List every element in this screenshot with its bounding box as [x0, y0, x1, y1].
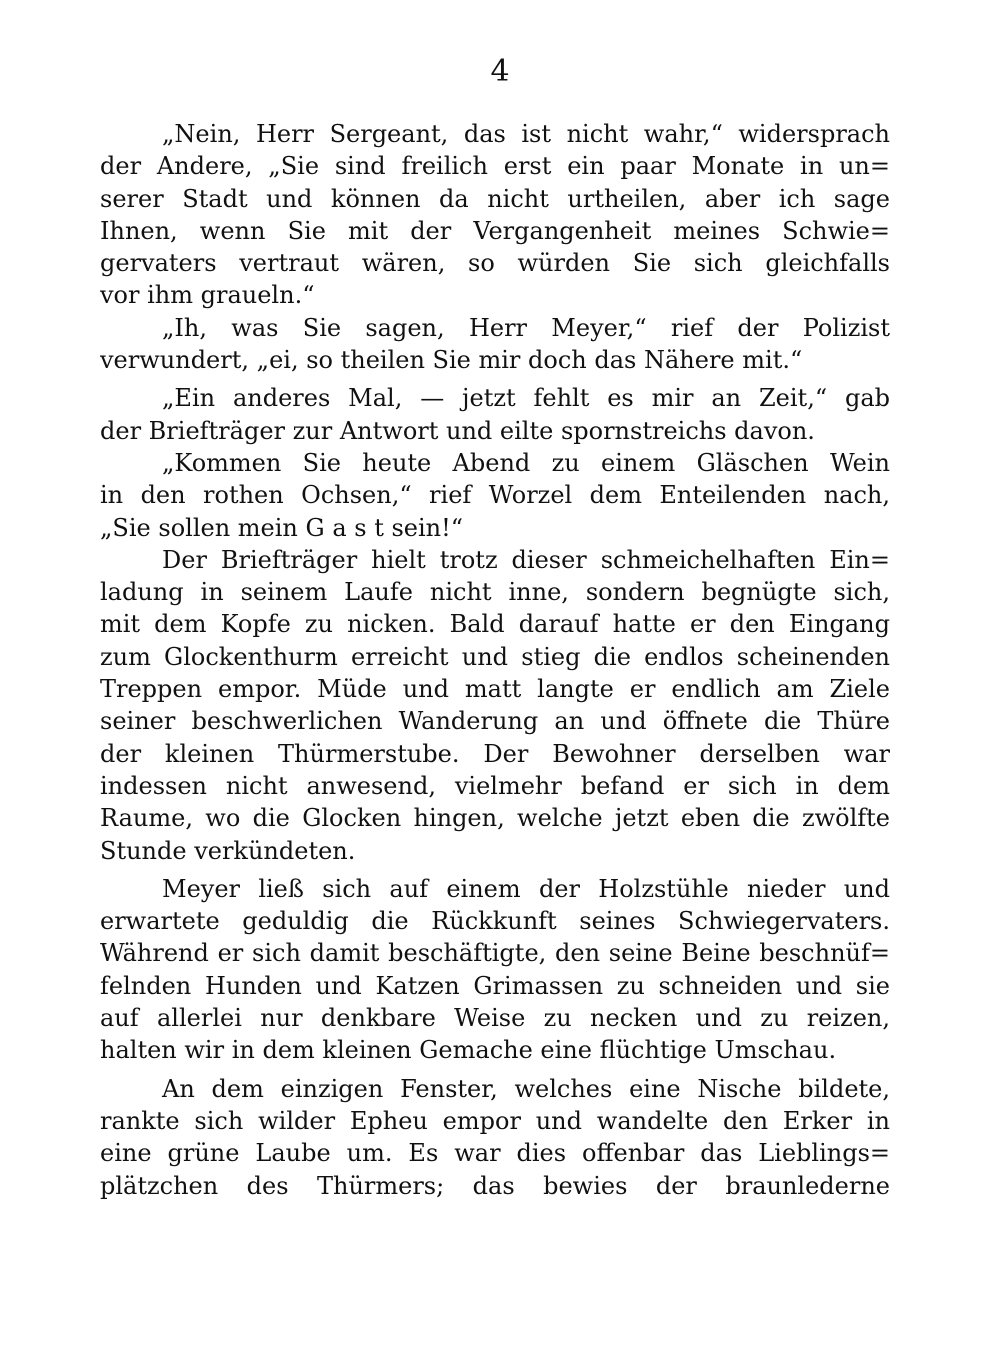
paragraph-1	[100, 118, 890, 312]
text-line: indessen nicht anwesend, vielmehr befand er sich in dem	[100, 771, 890, 800]
text-line: auf allerlei nur denkbare Weise zu necken und zu reizen,	[100, 1004, 890, 1033]
text-line: mit dem Kopfe zu nicken. Bald darauf hatte er den Eingang	[100, 610, 890, 639]
text-line: An dem einzigen Fenster, welches eine Nische bildete,	[162, 1074, 890, 1103]
text-line: ladung in seinem Laufe nicht inne, sondern begnügte sich,	[100, 578, 890, 607]
text-line: plätzchen des Thürmers; das bewies der braunlederne	[100, 1171, 890, 1200]
text-line: Ihnen, wenn Sie mit der Vergangenheit meines Schwie=	[100, 216, 890, 245]
text-line: „Ih, was Sie sagen, Herr Meyer,“ rief der Polizist	[162, 313, 890, 342]
text-line: „Kommen Sie heute Abend zu einem Gläschen Wein	[162, 448, 890, 477]
text-line: Meyer ließ sich auf einem der Holzstühle nieder und	[162, 874, 890, 903]
paragraph-4	[100, 447, 890, 544]
text-line: serer Stadt und können da nicht urtheilen, aber ich sage	[100, 184, 890, 213]
text-line: der Briefträger zur Antwort und eilte spornstreichs davon.	[100, 416, 815, 445]
body-text	[100, 118, 890, 1202]
text-line: verwundert, „ei, so theilen Sie mir doch das Nähere mit.“	[100, 346, 803, 375]
text-line: Der Briefträger hielt trotz dieser schmeichelhaften Ein=	[162, 545, 890, 574]
text-line: „Ein anderes Mal, — jetzt fehlt es mir an Zeit,“ gab	[162, 384, 890, 413]
text-line: Raume, wo die Glocken hingen, welche jetzt eben die zwölfte	[100, 804, 890, 833]
paragraph-3	[100, 382, 890, 447]
text-line: in den rothen Ochsen,“ rief Worzel dem Enteilenden nach,	[100, 481, 890, 510]
page-number: 4	[490, 54, 510, 89]
text-line: zum Glockenthurm erreicht und stieg die endlos scheinenden	[100, 642, 890, 671]
text-line: seiner beschwerlichen Wanderung an und öffnete die Thüre	[100, 707, 890, 736]
paragraph-2	[100, 312, 890, 377]
text-line: rankte sich wilder Epheu empor und wandelte den Erker in	[100, 1106, 890, 1135]
paragraph-6	[100, 873, 890, 1067]
text-line: halten wir in dem kleinen Gemache eine flüchtige Umschau.	[100, 1036, 837, 1065]
paragraph-7	[100, 1073, 890, 1202]
paragraph-5	[100, 544, 890, 867]
text-line: gervaters vertraut wären, so würden Sie sich gleichfalls	[100, 249, 890, 278]
text-line: Während er sich damit beschäftigte, den seine Beine beschnüf=	[100, 939, 890, 968]
text-line: der Andere, „Sie sind freilich erst ein paar Monate in un=	[100, 152, 890, 181]
text-line: vor ihm graueln.“	[100, 281, 315, 310]
text-line: erwartete geduldig die Rückkunft seines Schwiegervaters.	[100, 907, 890, 936]
text-line: felnden Hunden und Katzen Grimassen zu schneiden und sie	[100, 971, 890, 1000]
text-line: eine grüne Laube um. Es war dies offenbar das Lieblings=	[100, 1139, 890, 1168]
text-line: der kleinen Thürmerstube. Der Bewohner derselben war	[100, 739, 890, 768]
text-line: „Sie sollen mein G a s t sein!“	[100, 513, 464, 542]
text-line: Stunde verkündeten.	[100, 836, 356, 865]
text-line: „Nein, Herr Sergeant, das ist nicht wahr,“ widersprach	[162, 120, 890, 148]
text-line: Treppen empor. Müde und matt langte er endlich am Ziele	[100, 675, 890, 704]
